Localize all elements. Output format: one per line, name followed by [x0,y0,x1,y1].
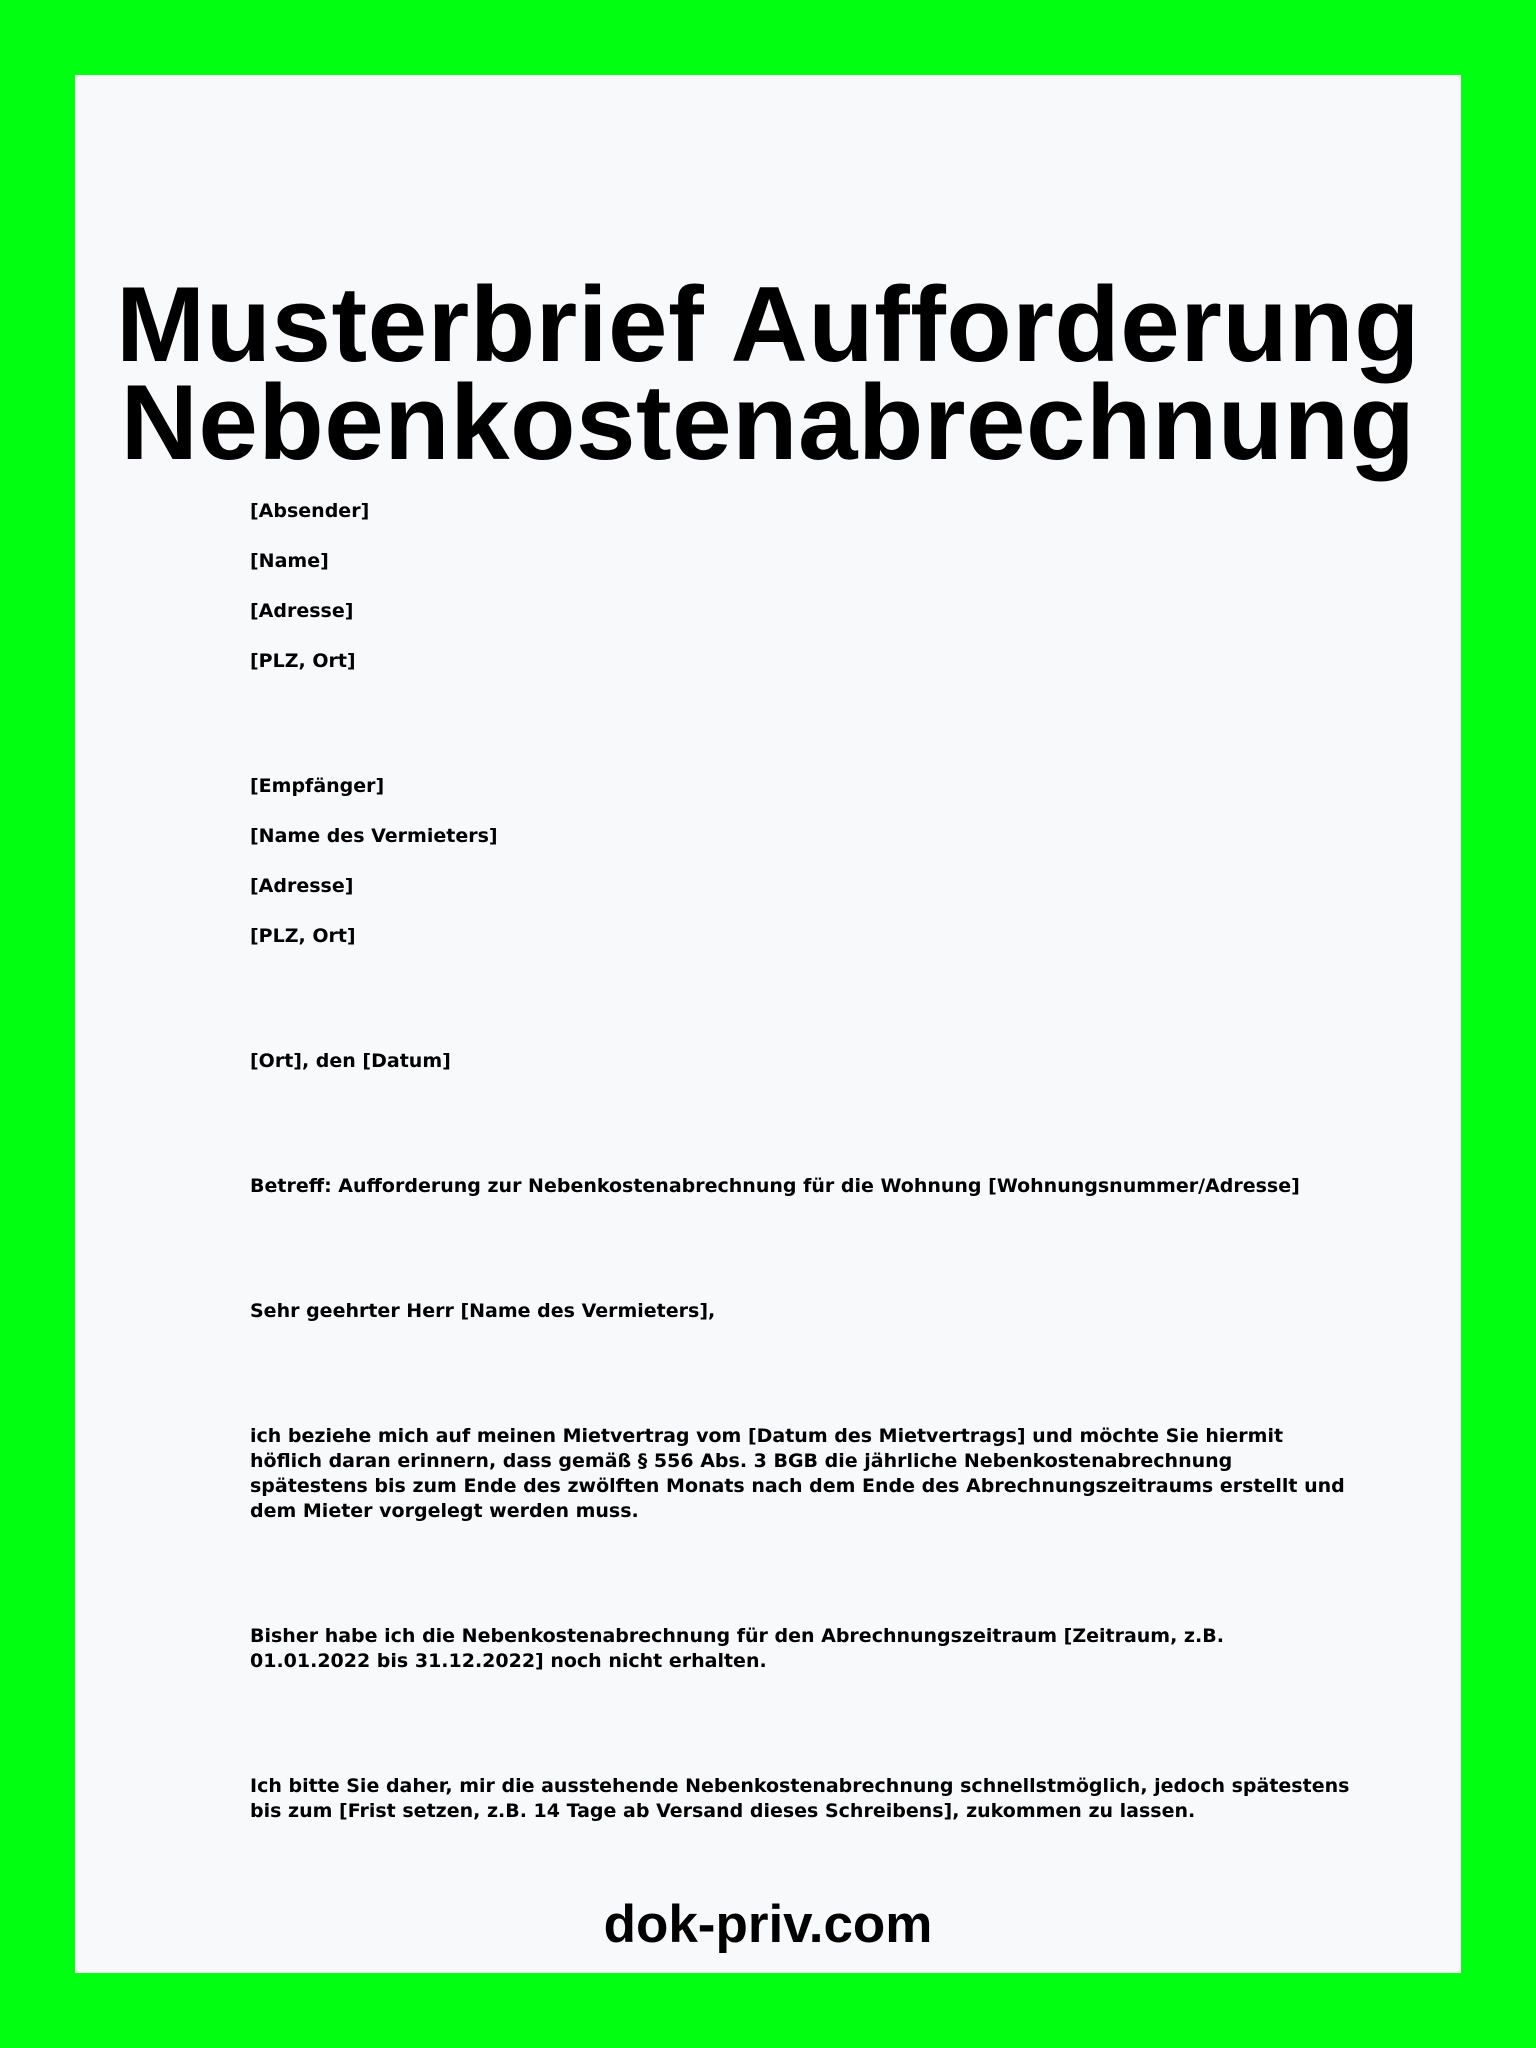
document-page [75,75,1461,1973]
recipient-name: [Name des Vermieters] [250,825,498,847]
salutation-text: Sehr geehrter Herr [Name des Vermieters], [250,1300,716,1322]
body-paragraph-1-text: ich beziehe mich auf meinen Mietvertrag vom [Datum des Mietvertrags] und möchte Sie hiermit höflich daran erinnern, dass gemäß § 556 Abs. 3 BGB die jährliche Nebenkostenabrechnung spätestens bis zum Ende des zwölften Monats nach dem Ende des Abrechnungszeitraums erstellt und dem Mieter vorgelegt werden muss. [250,1425,1345,1522]
subject-text: Betreff: Aufforderung zur Nebenkostenabrechnung für die Wohnung [Wohnungsnummer/Adresse] [250,1175,1300,1197]
recipient-city: [PLZ, Ort] [250,925,356,947]
sender-label: [Absender] [250,500,370,522]
recipient-address: [Adresse] [250,875,354,897]
sender-block [250,499,1350,674]
sender-address: [Adresse] [250,600,354,622]
subject-line [250,1174,1350,1199]
body-paragraph-2-text: Bisher habe ich die Nebenkostenabrechnung für den Abrechnungszeitraum [Zeitraum, z.B. 01.01.2022 bis 31.12.2022] noch nicht erhalten. [250,1625,1224,1672]
date-line-text: [Ort], den [Datum] [250,1050,451,1072]
body-paragraph-2 [250,1624,1350,1674]
footer-watermark: dok-priv.com [603,1895,933,1954]
document-title [75,264,1461,482]
date-line [250,1049,1350,1074]
body-paragraph-1 [250,1424,1350,1524]
body-paragraph-3 [250,1774,1350,1824]
sender-city: [PLZ, Ort] [250,650,356,672]
title-line-1: Musterbrief Aufforderung [116,264,1420,384]
recipient-label: [Empfänger] [250,775,385,797]
sender-name: [Name] [250,550,329,572]
salutation [250,1299,1350,1324]
body-paragraph-3-text: Ich bitte Sie daher, mir die ausstehende Nebenkostenabrechnung schnellstmöglich, jedoch spätestens bis zum [Frist setzen, z.B. 14 Tage ab Versand dieses Schreibens], zukommen zu lassen. [250,1775,1350,1822]
title-line-2: Nebenkostenabrechnung [120,362,1416,482]
recipient-block [250,774,1350,949]
